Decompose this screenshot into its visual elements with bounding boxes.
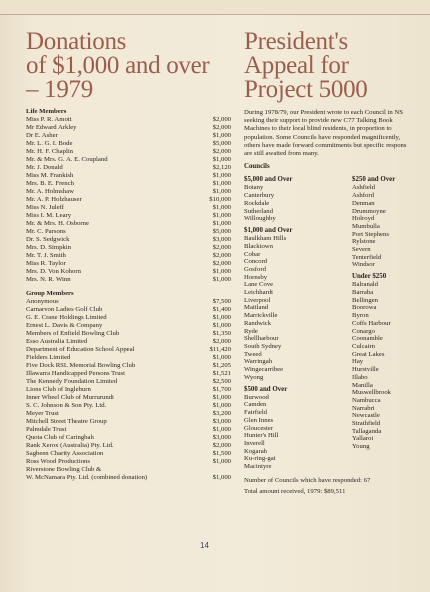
donation-row xyxy=(26,196,231,204)
council-name: Baulkham Hills xyxy=(244,235,287,243)
council-name: Narrabri xyxy=(352,404,375,412)
donor-name: W. McNamara Pty. Ltd. (combined donation) xyxy=(26,474,148,481)
donor-name: Mrs. B. E. French xyxy=(26,180,74,187)
council-group-heading: $1,000 and Over xyxy=(244,226,293,234)
intro-line: are still awaited from many. xyxy=(244,150,319,158)
council-name: Ku-ring-gai xyxy=(244,455,276,463)
donor-name: Dr. S. Sedgwick xyxy=(26,236,70,243)
donor-name: Mr. J. Donald xyxy=(26,164,63,171)
donation-row xyxy=(26,140,231,148)
donation-amount: $2,000 xyxy=(212,148,231,155)
donor-name: Lions Club of Ingleburn xyxy=(26,386,91,393)
councils-heading: Councils xyxy=(244,163,270,171)
donation-amount: $1,000 xyxy=(212,156,231,163)
donation-row xyxy=(26,276,231,284)
councils-lists xyxy=(244,176,430,471)
donation-amount: $1,000 xyxy=(212,394,231,401)
donation-amount: $2,000 xyxy=(212,260,231,267)
council-name: Rylstone xyxy=(352,238,376,246)
donation-row xyxy=(26,370,231,378)
life-members-heading: Life Members xyxy=(26,108,67,115)
donation-amount: $2,000 xyxy=(212,116,231,123)
donor-name: Mitchell Street Theatre Group xyxy=(26,418,107,425)
intro-line: During 1978/79, our President wrote to each Council in NS xyxy=(244,109,403,116)
donation-amount: $1,000 xyxy=(212,220,231,227)
council-name: Leichhardt xyxy=(244,289,273,297)
donor-name: Fielders Limited xyxy=(26,354,71,361)
council-name: Hurstville xyxy=(352,366,379,374)
council-name: Hunter's Hill xyxy=(244,432,279,440)
top-rule xyxy=(0,14,430,15)
donation-amount: $5,000 xyxy=(212,228,231,235)
councils-footer xyxy=(244,477,430,496)
donor-name: Members of Enfield Bowling Club xyxy=(26,330,120,337)
council-name: Newcastle xyxy=(352,412,380,420)
donor-name: Esso Australia Limited xyxy=(26,338,88,345)
donor-name: Miss N. Juleff xyxy=(26,204,64,211)
donor-name: Mr Edward Arkley xyxy=(26,124,77,131)
donation-row xyxy=(26,314,231,322)
donation-row xyxy=(26,148,231,156)
council-name: Cobar xyxy=(244,250,261,258)
donor-name: Mr. T. J. Smith xyxy=(26,252,66,259)
council-name: Mumbulla xyxy=(352,222,380,230)
donor-name: Inner Wheel Club of Murrurundi xyxy=(26,394,114,401)
donor-name: Ernest L. Davis & Company xyxy=(26,322,103,329)
council-name: Holroyd xyxy=(352,215,375,223)
donor-name: Miss I. M. Leary xyxy=(26,212,72,219)
council-name: Great Lakes xyxy=(352,350,385,358)
intro-line: seeking their support to provide new C77 Talking Book xyxy=(244,117,393,125)
donor-name: Miss P. R. Amott xyxy=(26,116,72,123)
donation-row xyxy=(26,164,231,172)
council-name: Gosford xyxy=(244,265,266,273)
council-name: Nambucca xyxy=(352,396,381,404)
donation-row xyxy=(26,426,231,434)
donation-row xyxy=(26,322,231,330)
intro-line: population. Some Councils have responded magnificently, xyxy=(244,133,401,141)
council-name: Randwick xyxy=(244,319,272,327)
appeal-title-line: Appeal for xyxy=(244,52,349,79)
donor-name: Five Dock RSL Memorial Bowling Club xyxy=(26,362,136,369)
donation-amount: $1,400 xyxy=(212,306,231,313)
council-name: Lane Cove xyxy=(244,281,274,289)
donor-name: Dr E. Asher xyxy=(26,132,58,139)
footer-line: Number of Councils which have responded: 67 xyxy=(244,476,371,484)
donor-name: Rank Xerox (Australia) Pty. Ltd. xyxy=(26,442,114,449)
donation-amount: $2,500 xyxy=(212,378,231,385)
council-name: Windsor xyxy=(352,261,375,269)
donation-amount: $1,500 xyxy=(212,450,231,457)
donor-name: Mr. L. G. I. Bode xyxy=(26,140,73,147)
donor-name: Mr. A. Holmshaw xyxy=(26,188,74,195)
council-name: Illabo xyxy=(352,373,368,381)
council-name: Inverell xyxy=(244,439,265,447)
donation-amount: $1,000 xyxy=(212,212,231,219)
council-name: Rockdale xyxy=(244,199,270,207)
donation-amount: $2,000 xyxy=(212,338,231,345)
donor-name: Miss R. Taylor xyxy=(26,260,66,267)
council-name: Strathfield xyxy=(352,420,381,428)
donation-amount: $3,000 xyxy=(212,236,231,243)
donation-row xyxy=(26,458,231,466)
donation-amount: $1,000 xyxy=(212,172,231,179)
appeal-title-line: Project 5000 xyxy=(244,76,368,103)
donation-amount: $3,000 xyxy=(212,434,231,441)
donation-row xyxy=(26,124,231,132)
group-members-heading: Group Members xyxy=(26,290,74,297)
donor-name: Mr. H. F. Chaplin xyxy=(26,148,74,155)
council-name: Shellharbour xyxy=(244,335,279,343)
council-name: Tallaganda xyxy=(352,427,382,435)
donation-amount: $1,000 xyxy=(212,474,231,481)
donation-amount: $2,000 xyxy=(212,124,231,131)
council-name: Ashfield xyxy=(352,184,376,192)
donor-name: Mr. & Mrs. G. A. E. Coupland xyxy=(26,156,108,163)
donation-row xyxy=(26,268,231,276)
appeal-intro xyxy=(244,109,430,158)
donation-row xyxy=(26,362,231,370)
council-name: Willoughby xyxy=(244,215,276,223)
donation-amount: $3,200 xyxy=(212,410,231,417)
council-name: Conargo xyxy=(352,327,375,335)
council-name: Drummoyne xyxy=(352,207,386,215)
donor-name: Mrs. D. Von Kohorn xyxy=(26,268,81,275)
donation-amount: $2,000 xyxy=(212,442,231,449)
donation-row xyxy=(26,346,231,354)
donation-amount: $11,420 xyxy=(209,346,231,353)
donation-amount: $2,120 xyxy=(212,164,231,171)
council-name: Sutherland xyxy=(244,207,273,215)
donor-name: S. C. Johnson & Son Pty. Ltd. xyxy=(26,402,107,409)
donation-amount: $1,000 xyxy=(212,180,231,187)
council-name: Wyong xyxy=(244,373,264,381)
donor-name: Ross Wood Productions xyxy=(26,458,90,465)
donation-amount: $5,000 xyxy=(212,140,231,147)
donation-row xyxy=(26,188,231,196)
donations-title-line: Donations xyxy=(26,28,127,55)
donation-amount: $1,350 xyxy=(212,330,231,337)
donations-title-line: – 1979 xyxy=(26,76,93,103)
donation-amount: $7,500 xyxy=(212,298,231,305)
donation-amount: $2,000 xyxy=(212,252,231,259)
donation-row xyxy=(26,442,231,450)
appeal-title-line: President's xyxy=(244,30,348,55)
council-name: Denman xyxy=(352,199,375,207)
donation-row xyxy=(26,410,231,418)
council-group-heading: $250 and Over xyxy=(352,176,396,184)
donation-row xyxy=(26,354,231,362)
council-name: Tenterfield xyxy=(352,253,382,261)
donation-row xyxy=(26,298,231,306)
council-name: Coonamble xyxy=(352,335,383,343)
donation-row xyxy=(26,116,231,124)
council-name: Bellingen xyxy=(352,296,379,304)
donation-row xyxy=(26,394,231,402)
footer-line: Total amount received, 1979: $89,511 xyxy=(244,487,346,495)
council-name: Concord xyxy=(244,258,268,266)
donation-row xyxy=(26,180,231,188)
group-members-section xyxy=(26,290,231,482)
donation-row xyxy=(26,434,231,442)
donor-name: Palmdale Trust xyxy=(26,426,67,433)
council-name: Burwood xyxy=(244,393,269,401)
council-name: Ashford xyxy=(352,192,374,200)
donor-name: Department of Education School Appeal xyxy=(26,346,135,353)
donation-amount: $1,000 xyxy=(212,402,231,409)
donor-name: Carnarvon Ladies Golf Club xyxy=(26,306,103,313)
donation-amount: $1,000 xyxy=(212,268,231,275)
donation-amount: $1,521 xyxy=(212,370,231,377)
council-name: Byron xyxy=(352,312,369,320)
council-name: Balranald xyxy=(352,281,378,289)
donation-amount: $1,000 xyxy=(212,314,231,321)
page-number: 14 xyxy=(200,541,209,550)
council-group-heading: $5,000 and Over xyxy=(244,176,293,184)
donor-name: Mrs. N. R. Winn xyxy=(26,276,71,283)
donation-row xyxy=(26,156,231,164)
council-name: Hornsby xyxy=(244,273,268,281)
council-name: Muswellbrook xyxy=(352,389,392,397)
right-column xyxy=(244,30,430,496)
donation-row xyxy=(26,386,231,394)
donation-row xyxy=(26,306,231,314)
donation-row xyxy=(26,338,231,346)
council-name: Fairfield xyxy=(244,409,268,417)
top-shade xyxy=(0,0,430,14)
donation-row xyxy=(26,212,231,220)
council-name: Camden xyxy=(244,401,267,409)
council-name: Culcairn xyxy=(352,342,376,350)
donation-amount: $1,000 xyxy=(212,322,231,329)
left-column xyxy=(26,30,231,482)
donation-amount: $1,000 xyxy=(212,204,231,211)
donor-name: The Kennedy Foundation Limited xyxy=(26,378,118,385)
donor-name: Mrs. D. Simpkin xyxy=(26,244,71,251)
council-name: Coffs Harbour xyxy=(352,319,391,327)
donation-amount: $1,000 xyxy=(212,276,231,283)
donation-amount: $10,000 xyxy=(209,196,231,203)
council-name: South Sydney xyxy=(244,342,282,350)
donation-amount: $1,205 xyxy=(212,362,231,369)
council-group-heading: Under $250 xyxy=(352,273,387,281)
council-name: Glen Innes xyxy=(244,416,274,424)
council-name: Wingecarribee xyxy=(244,366,284,374)
council-name: Gloucester xyxy=(244,424,273,432)
councils-column-2 xyxy=(352,176,430,471)
donation-row xyxy=(26,450,231,458)
donor-name: G. E. Crane Holdings Limited xyxy=(26,314,107,321)
donation-row xyxy=(26,172,231,180)
donations-title-line: of $1,000 and over xyxy=(26,52,210,79)
donation-row xyxy=(26,236,231,244)
donation-amount: $1,000 xyxy=(212,426,231,433)
donation-amount: $1,000 xyxy=(212,132,231,139)
council-name: Manilla xyxy=(352,381,373,389)
life-members-section xyxy=(26,108,231,284)
donation-row xyxy=(26,474,231,482)
donation-row xyxy=(26,260,231,268)
council-name: Barraba xyxy=(352,289,374,297)
donation-amount: $1,000 xyxy=(212,354,231,361)
donor-name: Anonymous xyxy=(26,298,59,305)
donation-amount: $1,000 xyxy=(212,458,231,465)
council-name: Port Stephens xyxy=(352,230,389,238)
donor-name: Meyer Trust xyxy=(26,410,59,417)
council-name: Warringah xyxy=(244,358,273,366)
donation-row xyxy=(26,378,231,386)
council-name: Marrickville xyxy=(244,312,278,320)
council-name: Boorowa xyxy=(352,304,377,312)
council-name: Young xyxy=(352,443,370,451)
appeal-title xyxy=(244,30,430,102)
intro-line: others have made forward commitments but specific respons xyxy=(244,141,407,149)
donor-name: Mr. C. Parsons xyxy=(26,228,66,235)
donation-amount: $3,000 xyxy=(212,418,231,425)
council-name: Blacktown xyxy=(244,242,273,250)
donation-row xyxy=(26,418,231,426)
donation-row xyxy=(26,244,231,252)
donor-name: Riverstone Bowling Club & xyxy=(26,466,102,473)
council-name: Maitland xyxy=(244,304,269,312)
council-name: Yallaroi xyxy=(352,435,374,443)
council-name: Severn xyxy=(352,246,371,254)
donor-name: Illawarra Handicapped Persons Trust xyxy=(26,370,125,377)
donation-row xyxy=(26,228,231,236)
council-name: Tweed xyxy=(244,350,262,358)
council-name: Botany xyxy=(244,184,264,192)
council-name: Hay xyxy=(352,358,364,366)
council-name: Kogarah xyxy=(244,447,268,455)
councils-column-1 xyxy=(244,176,352,471)
donation-amount: $1,700 xyxy=(212,386,231,393)
donor-name: Sagbeen Charity Association xyxy=(26,450,104,457)
donation-row xyxy=(26,220,231,228)
council-name: Macintyre xyxy=(244,463,272,471)
donation-row xyxy=(26,402,231,410)
donation-row xyxy=(26,466,231,474)
council-name: Liverpool xyxy=(244,296,271,304)
intro-line: Machines to their local blind residents, in proportion to xyxy=(244,125,392,133)
donor-name: Mr. A. P. Holzhauser xyxy=(26,196,82,203)
donation-row xyxy=(26,330,231,338)
donation-row xyxy=(26,132,231,140)
council-group-heading: $500 and Over xyxy=(244,385,288,393)
donation-amount: $1,000 xyxy=(212,188,231,195)
donor-name: Miss M. Frankish xyxy=(26,172,74,179)
donor-name: Mr. & Mrs. H. Osborne xyxy=(26,220,89,227)
donations-title xyxy=(26,30,231,102)
council-name: Ryde xyxy=(244,327,258,335)
council-name: Canterbury xyxy=(244,192,275,200)
donation-row xyxy=(26,252,231,260)
donation-row xyxy=(26,204,231,212)
donation-amount: $2,000 xyxy=(212,244,231,251)
donor-name: Quota Club of Caringbah xyxy=(26,434,94,441)
